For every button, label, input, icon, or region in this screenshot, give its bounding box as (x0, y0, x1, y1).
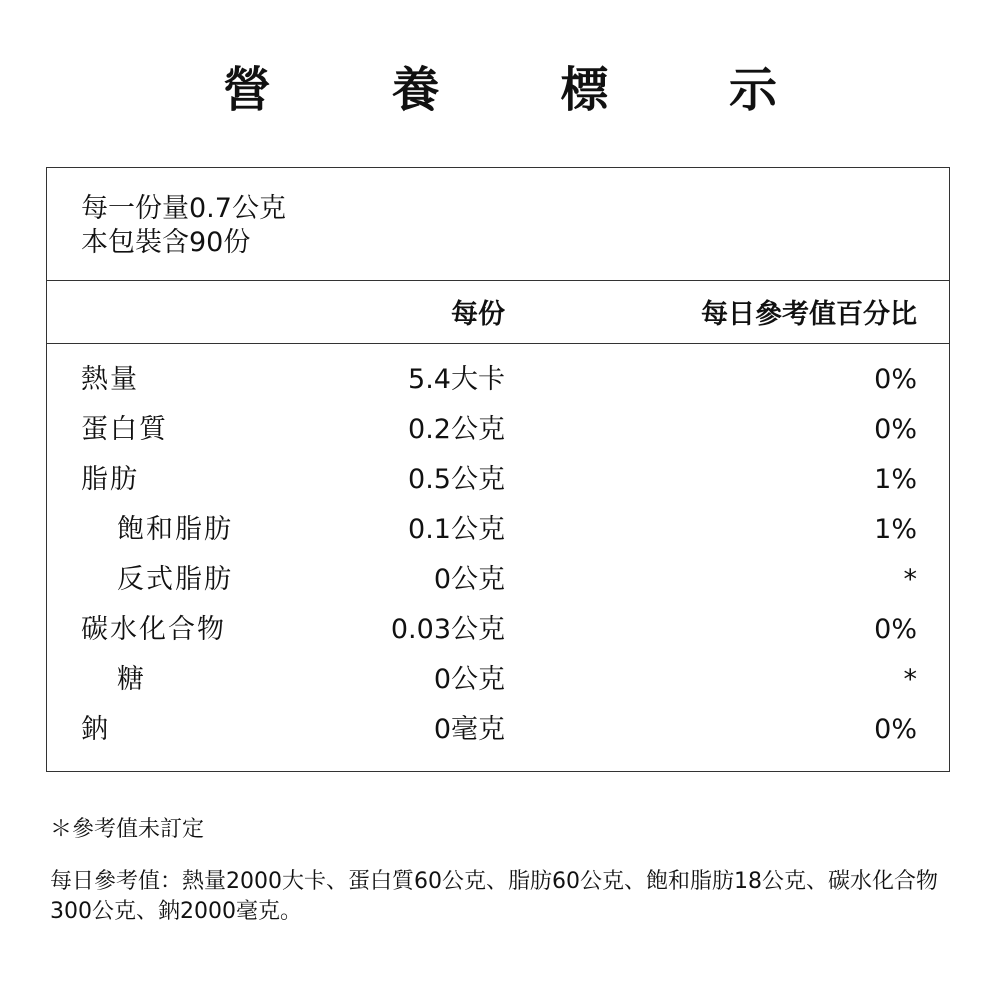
nutrient-row-trans-fat (47, 563, 949, 613)
nutrient-name: 蛋白質 (81, 414, 168, 445)
daily-reference-note: 每日參考值：熱量2000大卡、蛋白質60公克、脂肪60公克、飽和脂肪18公克、碳水化合物300公克、鈉2000毫克。 (50, 869, 938, 924)
serving-info (81, 192, 286, 260)
nutrient-daily-value: * (903, 564, 917, 595)
divider (47, 280, 949, 281)
nutrient-amount: 0.03公克 (390, 614, 505, 645)
nutrient-daily-value: 0% (874, 714, 917, 745)
nutrient-daily-value: 1% (874, 514, 917, 545)
nutrient-amount: 5.4大卡 (408, 364, 505, 395)
divider (47, 343, 949, 344)
nutrient-row-fat (47, 463, 949, 513)
servings-per-package: 本包裝含90份 (81, 227, 251, 258)
nutrient-amount: 0.2公克 (408, 414, 505, 445)
nutrient-daily-value: 0% (874, 364, 917, 395)
serving-size: 每一份量0.7公克 (81, 193, 286, 224)
nutrient-row-protein (47, 413, 949, 463)
nutrient-daily-value: 0% (874, 614, 917, 645)
asterisk-note: ＊參考值未訂定 (50, 817, 205, 842)
nutrient-daily-value: 0% (874, 414, 917, 445)
nutrient-name: 飽和脂肪 (117, 514, 233, 545)
nutrient-name: 鈉 (81, 714, 110, 745)
nutrient-amount: 0公克 (433, 664, 505, 695)
nutrient-row-sugar (47, 663, 949, 713)
nutrient-name: 熱量 (81, 364, 139, 395)
nutrient-rows (47, 363, 949, 763)
nutrient-daily-value: * (903, 664, 917, 695)
column-header-daily-value: 每日參考值百分比 (701, 299, 917, 330)
nutrient-row-carbohydrate (47, 613, 949, 663)
nutrition-facts-panel (46, 167, 950, 772)
nutrition-label-title: 營 養 標 示 (222, 62, 830, 118)
nutrient-row-calories (47, 363, 949, 413)
nutrient-row-saturated-fat (47, 513, 949, 563)
nutrient-name: 糖 (117, 664, 146, 695)
nutrient-amount: 0毫克 (433, 714, 505, 745)
nutrient-amount: 0.5公克 (408, 464, 505, 495)
column-header-per-serving: 每份 (451, 299, 505, 330)
footnotes (50, 815, 950, 927)
nutrient-name: 碳水化合物 (81, 614, 226, 645)
nutrient-amount: 0公克 (433, 564, 505, 595)
nutrient-daily-value: 1% (874, 464, 917, 495)
nutrient-amount: 0.1公克 (408, 514, 505, 545)
nutrient-name: 反式脂肪 (117, 564, 233, 595)
nutrient-name: 脂肪 (81, 464, 139, 495)
nutrient-row-sodium (47, 713, 949, 763)
